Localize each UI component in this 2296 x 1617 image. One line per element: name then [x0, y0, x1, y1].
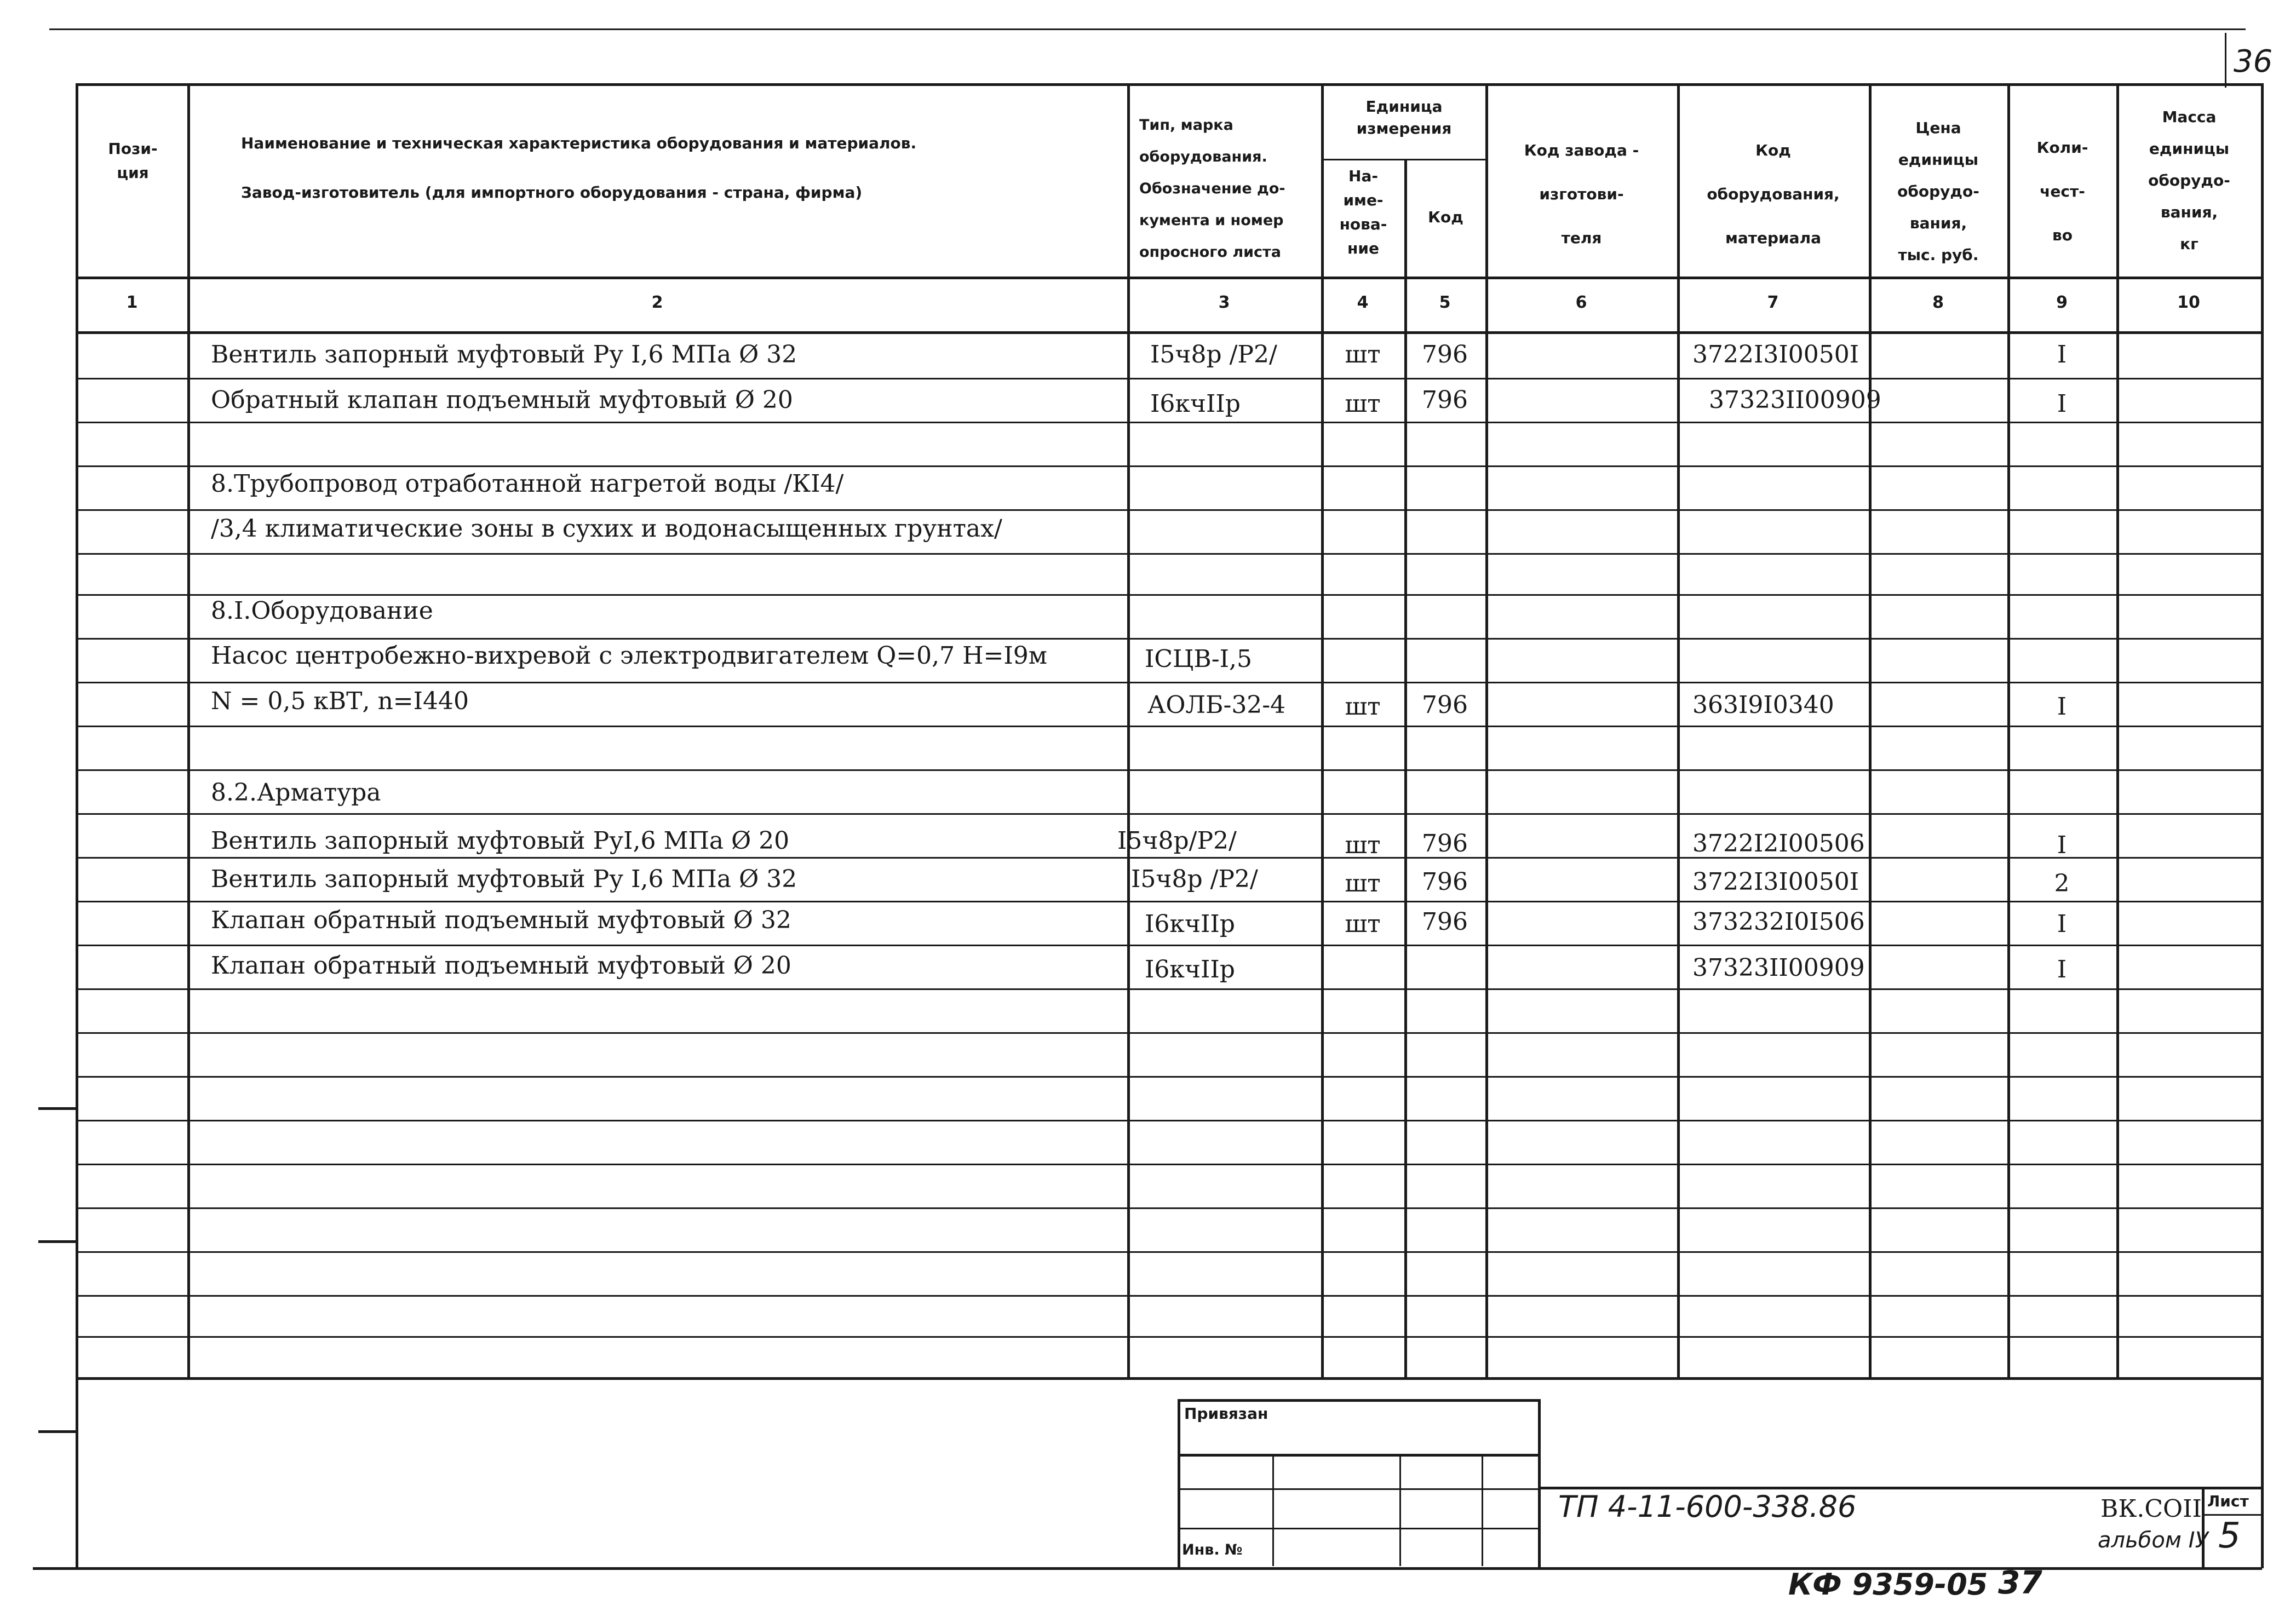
unit-group-divider	[1321, 159, 1486, 160]
row-line	[77, 1336, 2262, 1338]
row-line	[77, 465, 2262, 467]
row-1-type: I5ч8р /Р2/	[1150, 341, 1277, 369]
header-position: Пози- ция	[108, 140, 158, 182]
row-line	[77, 509, 2262, 511]
row-line	[77, 813, 2262, 815]
col-line-7	[1677, 83, 1680, 1378]
row-2-name: Обратный клапан подъемный муфтовый Ø 20	[211, 386, 793, 414]
row-motor-unit: шт	[1345, 693, 1381, 721]
row-valve-20-unit-code: 796	[1422, 830, 1468, 858]
row-subsection-equipment: 8.I.Оборудование	[211, 597, 433, 625]
stamp-inv-label: Инв. №	[1182, 1541, 1243, 1558]
row-line	[77, 638, 2262, 640]
table-top-border	[77, 83, 2262, 86]
stamp-line-v	[1399, 1454, 1401, 1566]
row-check-32-qty: I	[2057, 910, 2067, 938]
margin-tick	[38, 1430, 77, 1433]
row-line	[77, 422, 2262, 423]
header-price: Цена единицы оборудо- вания, тыс. руб.	[1897, 119, 1979, 264]
footer-code: КФ 9359-05	[1788, 1567, 1988, 1602]
stamp-line-v	[1272, 1454, 1274, 1566]
row-valve-20-unit: шт	[1345, 831, 1381, 859]
row-motor-type: АОЛБ-32-4	[1147, 691, 1286, 719]
row-valve-32-name: Вентиль запорный муфтовый Ру I,6 МПа Ø 32	[211, 865, 797, 893]
row-2-code: 37323II00909	[1709, 386, 1881, 414]
row-line	[77, 1032, 2262, 1034]
col-number-10: 10	[2177, 293, 2200, 312]
header-factory-code: Код завода - изготови- теля	[1524, 141, 1639, 247]
col-number-1: 1	[126, 293, 138, 312]
col-number-5: 5	[1439, 293, 1451, 312]
sheet-label: Лист	[2207, 1492, 2249, 1510]
row-motor-unit-code: 796	[1422, 691, 1468, 719]
row-line	[77, 1120, 2262, 1121]
row-check-20-type: I6кчIIр	[1145, 956, 1235, 983]
row-section-subtitle: /3,4 климатические зоны в сухих и водонасыщенных грунтах/	[211, 515, 1002, 543]
row-motor-code: 363I9I0340	[1692, 691, 1834, 719]
col-number-2: 2	[651, 293, 663, 312]
row-1-unit-code: 796	[1422, 341, 1468, 369]
col-line-4	[1321, 83, 1324, 1378]
col-number-3: 3	[1218, 293, 1230, 312]
header-unit-group: Единица измерения	[1356, 97, 1452, 137]
row-check-32-code: 373232I0I506	[1692, 908, 1865, 936]
row-line	[77, 1251, 2262, 1253]
row-line	[77, 901, 2262, 902]
row-line	[77, 553, 2262, 555]
row-line	[77, 1164, 2262, 1165]
row-line	[77, 857, 2262, 859]
row-check-32-name: Клапан обратный подъемный муфтовый Ø 32	[211, 906, 791, 934]
row-1-code: 3722I3I0050I	[1692, 341, 1859, 369]
header-unit-code: Код	[1428, 208, 1463, 226]
row-line	[77, 1076, 2262, 1078]
row-valve-32-code: 3722I3I0050I	[1692, 868, 1859, 896]
stamp-line	[1178, 1528, 1539, 1529]
sheet-number: 5	[2218, 1516, 2241, 1556]
col-line-10	[2116, 83, 2119, 1378]
row-valve-32-unit-code: 796	[1422, 868, 1468, 896]
row-valve-20-qty: I	[2057, 831, 2067, 859]
row-motor-name: N = 0,5 кВТ, n=I440	[211, 687, 469, 715]
col-number-7: 7	[1767, 293, 1779, 312]
row-2-qty: I	[2057, 390, 2067, 418]
row-pump-type: IСЦВ-I,5	[1145, 645, 1252, 673]
row-line	[77, 988, 2262, 990]
margin-tick	[38, 1107, 77, 1110]
stamp-box-right	[1538, 1399, 1541, 1569]
row-line	[77, 682, 2262, 683]
col-number-8: 8	[1932, 293, 1944, 312]
row-valve-32-unit: шт	[1345, 870, 1381, 897]
row-check-32-unit-code: 796	[1422, 908, 1468, 936]
header-bottom-line	[77, 277, 2262, 279]
row-1-qty: I	[2057, 341, 2067, 369]
row-line	[77, 1207, 2262, 1209]
row-line	[77, 1295, 2262, 1297]
row-check-32-unit: шт	[1345, 910, 1381, 938]
corner-sheet-number: 36	[2234, 44, 2273, 79]
row-valve-20-name: Вентиль запорный муфтовый РуI,6 МПа Ø 20	[211, 827, 790, 855]
row-valve-32-qty: 2	[2054, 870, 2070, 897]
row-pump-name: Насос центробежно-вихревой с электродвигателем Q=0,7 Н=I9м	[211, 642, 1047, 670]
row-section-title: 8.Трубопровод отработанной нагретой воды /КI4/	[211, 470, 844, 498]
row-1-name: Вентиль запорный муфтовый Ру I,6 МПа Ø 32	[211, 341, 797, 369]
header-quantity: Коли- чест- во	[2036, 139, 2088, 244]
stamp-box-left	[1178, 1399, 1180, 1569]
stamp-line	[1178, 1488, 1539, 1490]
row-check-20-qty: I	[2057, 956, 2067, 983]
header-material-code: Код оборудования, материала	[1707, 141, 1840, 247]
stamp-tied-label: Привязан	[1184, 1405, 1268, 1423]
stamp-line	[1178, 1454, 1539, 1457]
col-line-8	[1869, 83, 1872, 1378]
col-line-9	[2007, 83, 2010, 1378]
row-line	[77, 769, 2262, 771]
footer-number: 37	[1998, 1564, 2042, 1601]
col-line-3	[1127, 83, 1130, 1378]
row-1-unit: шт	[1345, 341, 1381, 369]
row-motor-qty: I	[2057, 693, 2067, 721]
corner-box-left	[2225, 33, 2226, 88]
doc-code: ТП 4-11-600-338.86	[1558, 1489, 1857, 1524]
col-number-6: 6	[1575, 293, 1587, 312]
margin-tick	[38, 1240, 77, 1243]
row-check-20-code: 37323II00909	[1692, 954, 1865, 982]
row-check-32-type: I6кчIIр	[1145, 910, 1235, 938]
row-2-unit-code: 796	[1422, 386, 1468, 414]
row-line	[77, 594, 2262, 596]
row-valve-32-type: I5ч8р /Р2/	[1131, 865, 1258, 893]
numbers-bottom-line	[77, 331, 2262, 334]
stamp-box-top	[1178, 1399, 1539, 1402]
col-line-6	[1485, 83, 1488, 1378]
row-check-20-name: Клапан обратный подъемный муфтовый Ø 20	[211, 952, 791, 980]
row-valve-20-code: 3722I2I00506	[1692, 830, 1865, 858]
stamp-line-v	[1482, 1454, 1483, 1566]
col-number-9: 9	[2056, 293, 2068, 312]
sheet-box-left	[2202, 1487, 2205, 1569]
header-type: Тип, марка оборудования. Обозначение до- кумента и номер опросного листа	[1139, 117, 1285, 261]
col-number-4: 4	[1357, 293, 1369, 312]
row-subsection-fittings: 8.2.Арматура	[211, 779, 381, 807]
table-body-bottom	[77, 1377, 2262, 1380]
row-line	[77, 378, 2262, 379]
row-valve-20-type: I5ч8р/Р2/	[1117, 827, 1237, 855]
row-2-unit: шт	[1345, 390, 1381, 418]
row-line	[77, 945, 2262, 946]
header-name: Наименование и техническая характеристика оборудования и материалов. Завод-изготовитель (для импортного оборудования - страна, фирма)	[241, 134, 917, 202]
album-label: альбом IУ	[2098, 1528, 2208, 1553]
header-mass: Масса единицы оборудо- вания, кг	[2148, 108, 2230, 253]
header-unit-name: На- име- нова- ние	[1339, 167, 1387, 257]
row-2-type: I6кчIIр	[1150, 390, 1241, 418]
sheet-code: ВК.СОII	[2100, 1495, 2202, 1523]
col-line-2	[187, 83, 190, 1378]
row-line	[77, 726, 2262, 727]
top-edge-line	[49, 28, 2246, 30]
table-right-border	[2261, 83, 2264, 1568]
